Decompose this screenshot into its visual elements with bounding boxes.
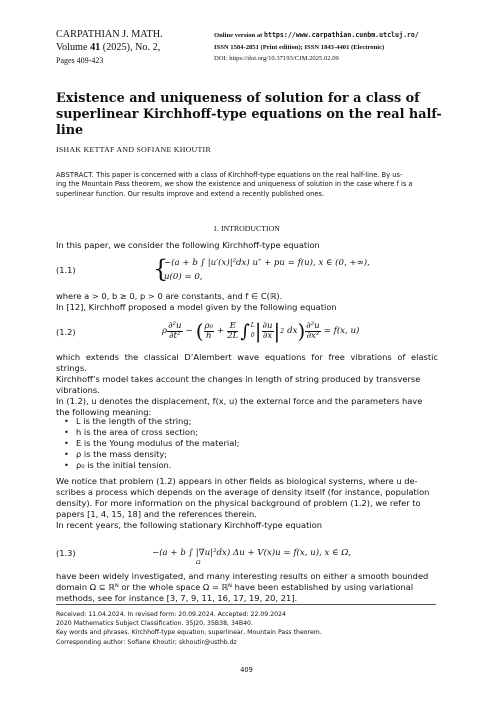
list-item: • E is the Young modulus of the material; (76, 438, 239, 449)
footnotes (56, 610, 322, 647)
paper-title: Existence and uniqueness of solution for a class of superlinear Kirchhoff-type equations on the real half-line (56, 91, 442, 138)
equation-1-2: (1.2) ρ $\frac{\text{∂²u}}{\text{∂t²}}$ − ( $\frac{\text{ρ₀}}{h}$ + $\frac{E}{2L}$ ∫ L 0 | $\frac{\partial u}{\partial x}$ | 2 dx ) $\frac{\text{∂²u}}{\text{∂x²}}$ = f(x, u) (56, 319, 360, 343)
list-item: • L is the length of the string; (76, 416, 239, 427)
msc-classification: 2020 Mathematics Subject Classification. 35J20, 35B38, 34B40. (56, 620, 253, 628)
keywords: Key words and phrases. Kirchhoff-type equation, superlinear, Mountain Pass theorem. (56, 629, 322, 637)
footnote-divider (56, 604, 436, 605)
equation-number: (1.1) (56, 265, 76, 275)
list-item: • h is the area of cross section; (76, 427, 239, 438)
journal-name: CARPATHIAN J. MATH. (56, 29, 163, 40)
intro-paragraph-5: have been widely investigated, and many interesting results on either a smooth bounded domain Ω ⊆ ℝᴺ or the whole space Ω = ℝᴺ have been established by using variational methods, see for instance [3, 7, 9, 11, 16, 17, 19, 20, 21]. (56, 571, 429, 603)
equation-1-3: (1.3) −(a + b ∫ |∇u|²dx) Δu + V(x)u = f(x, u), x ∈ Ω, Ω (56, 548, 352, 566)
online-url-link[interactable]: https://www.carpathian.cunbm.utcluj.ro/ (264, 31, 419, 39)
intro-paragraph-3: which extends the classical D’Alembert wave equations for free vibrations of elastic strings. Kirchhoff’s model takes account the changes in length of string produced by transverse vibrations. In (1.2), u denotes the displacement, f(x, u) the external force and the parameters have the following meaning: (56, 352, 438, 417)
section-heading: 1. INTRODUCTION (213, 224, 280, 233)
received-dates: Received: 11.04.2024. In revised form: 20.09.2024. Accepted: 22.09.2024 (56, 611, 286, 618)
abstract-label: ABSTRACT. (56, 171, 95, 179)
doi-link[interactable]: DOI: https://doi.org/10.37193/CJM.2025.02.09 (214, 55, 339, 63)
authors: ISHAK KETTAF AND SOFIANE KHOUTIR (56, 145, 211, 154)
page-number: 409 (240, 666, 253, 674)
parameter-list (76, 416, 239, 471)
list-item: • ρ₀ is the initial tension. (76, 460, 239, 471)
page-range: Pages 409-423 (56, 56, 104, 65)
online-version: Online version at https://www.carpathian.cunbm.utcluj.ro/ (214, 31, 419, 39)
intro-paragraph-1: In this paper, we consider the following Kirchhoff-type equation (56, 240, 320, 250)
intro-paragraph-4: We notice that problem (1.2) appears in other fields as biological systems, where u de- scribes a process which depends on the average of density itself (for instance, population density). For more information on the physical background of problem (1.2), we refer to papers [1, 4, 15, 18] and the references therein. In recent years, the following stationary Kirchhoff-type equation (56, 476, 430, 530)
corresponding-author: Corresponding author: Sofiane Khoutir; skhoutir@usthb.dz (56, 638, 237, 646)
volume-info: Volume 41 (2025), No. 2, (56, 42, 161, 53)
abstract: ABSTRACT. This paper is concerned with a class of Kirchhoff-type equations on the real half-line. By us- ing the Mountain Pass theorem, we show the existence and uniqueness of solution in the case where f is a superlinear function. Our results improve and extend a recently published ones. (56, 171, 413, 198)
issn-line: ISSN 1584-2851 (Print edition); ISSN 1843-4401 (Electronic) (214, 43, 385, 51)
paper-page: CARPATHIAN J. MATH. Volume 41 (2025), No. 2, Pages 409-423 Online version at https://www.carpathian.cunbm.utcluj.ro/ ISSN 1584-2851 (Print edition); ISSN 1843-4401 (Electronic) DOI: https://doi.org/10.37193/CJM.2025.02.09 Existence and uniqueness of solution for a class of superlinear Kirchhoff-type equations on the real half-line ISHAK KETTAF AND SOFIANE KHOUTIR ABSTRACT. This paper is concerned with a class of Kirchhoff-type equations on the real half-line. By us- ing the Mountain Pass theorem, we show the existence and uniqueness of solution in the case where f is a superlinear function. Our results improve and extend a recently published ones. 1. INTRODUCTION In this paper, we consider the following Kirchhoff-type equation (1.1) { −(a + b ∫ |u′(x)|²dx) u″ + pu = f(u), x ∈ (0, +∞), u(0) = 0, where a > 0, b ≥ 0, p > 0 are constants, and f ∈ C(ℝ). In [12], Kirchhoff proposed a model given by the following equation (1.2) ρ $\frac{\text{∂²u}}{\text{∂t²}}$ − ( $\frac{\text{ρ₀}}{h}$ + $\frac{E}{2L}$ ∫ L 0 | $\frac{\partial u}{\partial x}$ | 2 dx ) $\frac{\text{∂²u}}{\text{∂x²}}$ = f(x, u) which extends the classical D’Alembert wave equations for free vibrations of elastic strings. Kirchhoff’s model takes account the changes in length of string produced by transverse vibrations. In (1.2), u denotes the displacement, f(x, u) the external force and the parameters have the following meaning: • L is the length of the string; • h is the area of cross section; • E is the Young modulus of the material; • ρ is the mass density; • ρ₀ is the initial tension. We notice that problem (1.2) appears in other fields as biological systems, where u de- scribes a process which depends on the average of density itself (for instance, population density). For more information on the physical background of problem (1.2), we refer to papers [1, 4, 15, 18] and the references therein. In recent years, the following stationary Kirchhoff-type equation (1.3) −(a + b ∫ |∇u|²dx) Δu + V(x)u = f(x, u), x ∈ Ω, Ω have been widely investigated, and many interesting results on either a smooth bounded domain Ω ⊆ ℝᴺ or the whole space Ω = ℝᴺ have been established by using variational methods, see for instance [3, 7, 9, 11, 16, 17, 19, 20, 21]. Received: 11.04.2024. In revised form: 20.09.2024. Accepted: 22.09.2024 2020 Mathematics Subject Classification. 35J20, 35B38, 34B40. Key words and phrases. Kirchhoff-type equation, superlinear, Mountain Pass theorem. Corresponding author: Sofiane Khoutir; skhoutir@usthb.dz 409 (0, 0, 493, 705)
publication-info (214, 30, 419, 65)
journal-header (56, 28, 163, 67)
list-item: • ρ is the mass density; (76, 449, 239, 460)
intro-paragraph-2: where a > 0, b ≥ 0, p > 0 are constants, and f ∈ C(ℝ). In [12], Kirchhoff proposed a model given by the following equation (56, 291, 337, 312)
